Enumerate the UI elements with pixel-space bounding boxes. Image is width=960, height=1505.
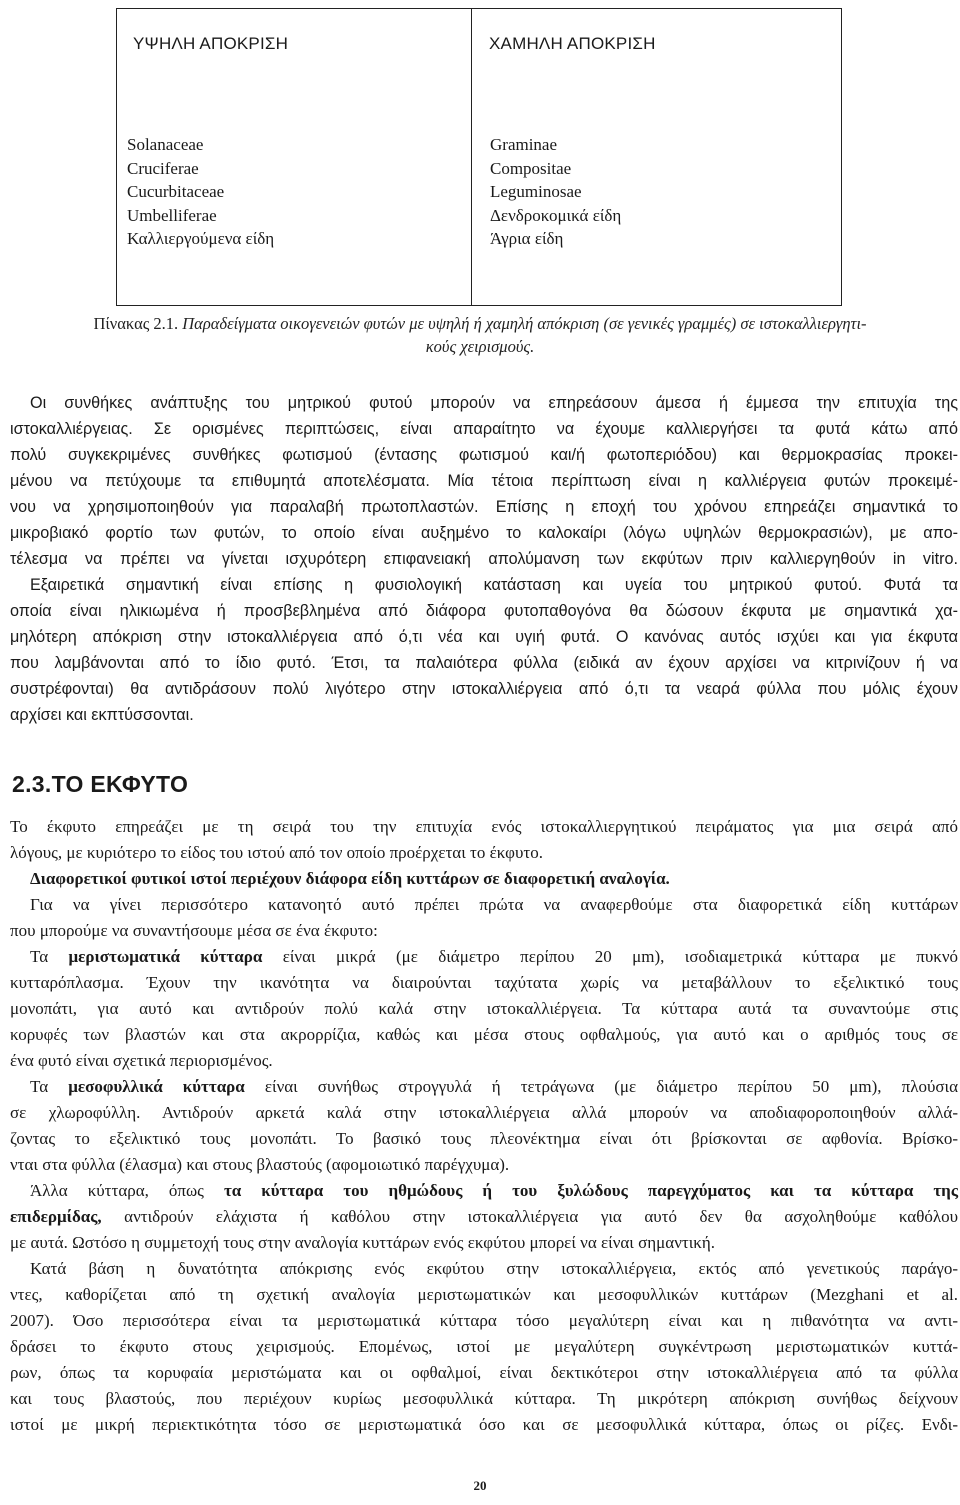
table-column-divider (471, 9, 472, 305)
text-line: Το έκφυτο επηρεάζει με τη σειρά του την επιτυχία ενός ιστοκαλλιεργητικού πειράματος για μια σειρά από (10, 817, 958, 836)
text-line: κορυφές των βλαστών και στα ακρορρίζια, καθώς και μέσα στους οφθαλμούς, για αυτό και ο αριθμός τους σε (10, 1025, 958, 1044)
list-item: Cucurbitaceae (127, 182, 225, 201)
table-header-low-response: ΧΑΜΗΛΗ ΑΠΟΚΡΙΣΗ (489, 34, 656, 53)
caption-line (0, 312, 960, 335)
text-line (10, 1205, 958, 1228)
table-caption (0, 312, 960, 358)
term-parenchyma-cells: τα κύτταρα του ηθμώδους ή του ξυλώδους παρεγχύματος και τα κύτταρα της (223, 1181, 958, 1200)
text-run: είναι μικρά (με διάμετρο περίπου 20 μm), ισοδιαμετρικά κύτταρα με πυκνό (262, 947, 959, 966)
text-run: είναι συνήθως στρογγυλά ή τετράγωνα (με διάμετρο περίπου 50 μm), πλούσια (244, 1077, 959, 1096)
text-line: πολύ συγκεκριμένες συνθήκες φωτισμού (έντασης φωτισμού και/ή φωτοπεριόδου) και θερμοκρασίας προκει- (10, 446, 958, 464)
text-line: και τους βλαστούς, που περιέχουν κυρίως μεσοφυλλικά κύτταρα. Τη μικρότερη απόκριση συνήθως δείχνουν (10, 1389, 958, 1408)
list-item: Solanaceae (127, 135, 204, 154)
text-run: Τα (30, 947, 69, 966)
text-line: νται στα φύλλα (έλασμα) και στους βλαστούς (αφομοιωτικό παρέγχυμα). (10, 1155, 510, 1174)
list-item: Καλλιεργούμενα είδη (127, 229, 275, 248)
list-item: Cruciferae (127, 158, 199, 178)
text-line: ρων, όπως τα κορυφαία μεριστώματα και οι οφθαλμοί, είναι δεκτικότεροι στην ιστοκαλλιέργεια από τα φύλλα (10, 1363, 958, 1382)
text-run: Άλλα κύτταρα, όπως (30, 1181, 224, 1200)
caption-line: κούς χειρισμούς. (425, 337, 535, 356)
term-mesophyll-cells: μεσοφυλλικά κύτταρα (68, 1077, 245, 1096)
text-line: τέλεσμα να πρέπει να γίνεται ισχυρότερη επιφανειακή απολύμανση των εκφύτων πριν καλλιεργηθούν in vitro. (10, 550, 958, 568)
text-line: μηλότερη απόκριση στην ιστοκαλλιέργεια από ό,τι νέα και υγιή φυτά. Ο κανόνας αυτός ισχύει και για έκφυτα (10, 628, 958, 646)
list-item: Graminae (490, 135, 558, 154)
text-line: που λαμβάνονται από το ίδιο φυτό. Έτσι, τα παλαιότερα φύλλα (ειδικά αν έχουν αρχίσει να κιτρινίζουν ή να (10, 654, 958, 672)
text-line: λόγους, με κυριότερο το είδος του ιστού από τον οποίο προέρχεται το έκφυτο. (10, 843, 543, 862)
text-run: αντιδρούν ελάχιστα ή καθόλου στην ιστοκαλλιέργεια για αυτό δεν θα ασχοληθούμε καθόλου (101, 1207, 958, 1226)
text-line: νου να χρησιμοποιηθούν για παραλαβή πρωτοπλαστών. Επίσης η εποχή του χρόνου επηρεάζει σημαντικά το (10, 498, 958, 516)
caption-text: Παραδείγματα οικογενειών φυτών με υψηλή ή χαμηλή απόκριση (σε γενικές γραμμές) σε ιστοκαλλιεργητι- (182, 314, 867, 333)
list-item: Compositae (490, 158, 572, 178)
table-header-high-response: ΥΨΗΛΗ ΑΠΟΚΡΙΣΗ (133, 34, 289, 53)
page-number: 20 (473, 1478, 487, 1493)
text-line: που μπορούμε να συναντήσουμε μέσα σε ένα έκφυτο: (10, 921, 378, 940)
text-line: ντες, καθορίζεται από τη σχετική αναλογία μεριστωματικών και μεσοφυλλικών κυττάρων (Mezghani et al. (10, 1285, 958, 1304)
text-line: ιστοί με μικρή περιεκτικότητα τόσο σε μεριστωματικά όσο και σε μεσοφυλλικά κύτταρα, όπως οι ρίζες. Ενδι- (10, 1415, 958, 1434)
text-line: συστρέφονται) θα αντιδράσουν πολύ λιγότερο στην ιστοκαλλιέργεια από ό,τι τα νεαρά φύλλα που μόλις έχουν (10, 680, 958, 698)
caption-label: Πίνακας 2.1. (93, 314, 179, 333)
text-line: αρχίσει και εκπτύσσονται. (10, 706, 194, 724)
text-line: ένα φυτό είναι σχετικά περιορισμένος. (10, 1051, 273, 1070)
text-line: κυτταρόπλασμα. Έχουν την ικανότητα να διαιρούνται ταχύτατα χωρίς να μεταβάλλουν το εξελικτικό τους (10, 973, 958, 992)
text-line: οποία είναι ηλικιωμένα ή προσβεβλημένα από διάφορα φυτοπαθογόνα θα δώσουν έκφυτα με σημαντικά χα- (10, 602, 958, 620)
term-meristematic-cells: μεριστωματικά κύτταρα (68, 947, 263, 966)
list-item: Leguminosae (490, 182, 582, 201)
text-line: μικροβιακό φορτίο των φυτών, το οποίο είναι αυξημένο το καλοκαίρι (λόγω υψηλών θερμοκρασιών), με απο- (10, 524, 958, 542)
text-line: ζοντας το εξελικτικό τους μονοπάτι. Το βασικό τους πλεονέκτημα είναι ότι βρίσκονται σε αφθονία. Βρίσκο- (10, 1129, 958, 1148)
list-item: Umbelliferae (127, 205, 217, 225)
high-response-list (127, 133, 274, 251)
text-line: 2007). Όσο περισσότερα είναι τα μεριστωματικά κύτταρα τόσο μεγαλύτερη είναι και η πιθανότητα να αντι- (10, 1311, 958, 1330)
text-line: μένου να πετύχουμε τα επιθυμητά αποτελέσματα. Μία τέτοια περίπτωση είναι η καλλιέργεια φυτών προκειμέ- (10, 472, 958, 490)
text-line (30, 1075, 958, 1098)
text-line: Εξαιρετικά σημαντική είναι επίσης η φυσιολογική κατάσταση και υγεία του μητρικού φυτού. Φυτά τα (30, 576, 958, 594)
low-response-list (490, 133, 621, 251)
list-item: Άγρια είδη (490, 229, 564, 248)
text-line (30, 945, 958, 968)
text-line: μονοπάτι, για αυτό και αντιδρούν πολύ καλά στην ιστοκαλλιέργεια. Τα κύτταρα αυτά τα συναντούμε στις (10, 999, 958, 1018)
text-run: Τα (30, 1077, 69, 1096)
text-line: ιστοκαλλιέργειας. Σε ορισμένες περιπτώσεις, είναι απαραίτητο να έχουμε καλλιεργήσει τα φυτά κάτω από (10, 420, 958, 438)
section-heading: 2.3.ΤΟ ΕΚΦΥΤΟ (12, 771, 189, 797)
text-line: με αυτά. Ωστόσο η συμμετοχή τους στην αναλογία κυττάρων ενός εκφύτου μπορεί να είναι σημαντική. (10, 1233, 715, 1252)
text-line (30, 1179, 958, 1202)
list-item: Δενδροκομικά είδη (490, 205, 622, 225)
bold-statement: Διαφορετικοί φυτικοί ιστοί περιέχουν διάφορα είδη κυττάρων σε διαφορετική αναλογία. (30, 869, 670, 888)
response-table (116, 8, 842, 306)
text-line: Κατά βάση η δυνατότητα απόκρισης ενός εκφύτου στην ιστοκαλλιέργεια, εκτός από γενετικούς παράγο- (30, 1259, 958, 1278)
term-epidermis: επιδερμίδας, (10, 1207, 102, 1226)
text-line: Για να γίνει περισσότερο κατανοητό αυτό πρέπει πρώτα να αναφερθούμε στα διαφορετικά είδη κυττάρων (30, 895, 958, 914)
text-line: δράσει το έκφυτο στους χειρισμούς. Επομένως, ιστοί με μεγαλύτερη συγκέντρωση μεριστωματικών κυττά- (10, 1337, 958, 1356)
text-line: Οι συνθήκες ανάπτυξης του μητρικού φυτού μπορούν να επηρεάσουν άμεσα ή έμμεσα την επιτυχία της (30, 394, 958, 412)
text-line: σε χλωροφύλλη. Αντιδρούν αρκετά καλά στην ιστοκαλλιέργεια αλλά μπορούν να αποδιαφοροποιηθούν αλλά- (10, 1103, 958, 1122)
